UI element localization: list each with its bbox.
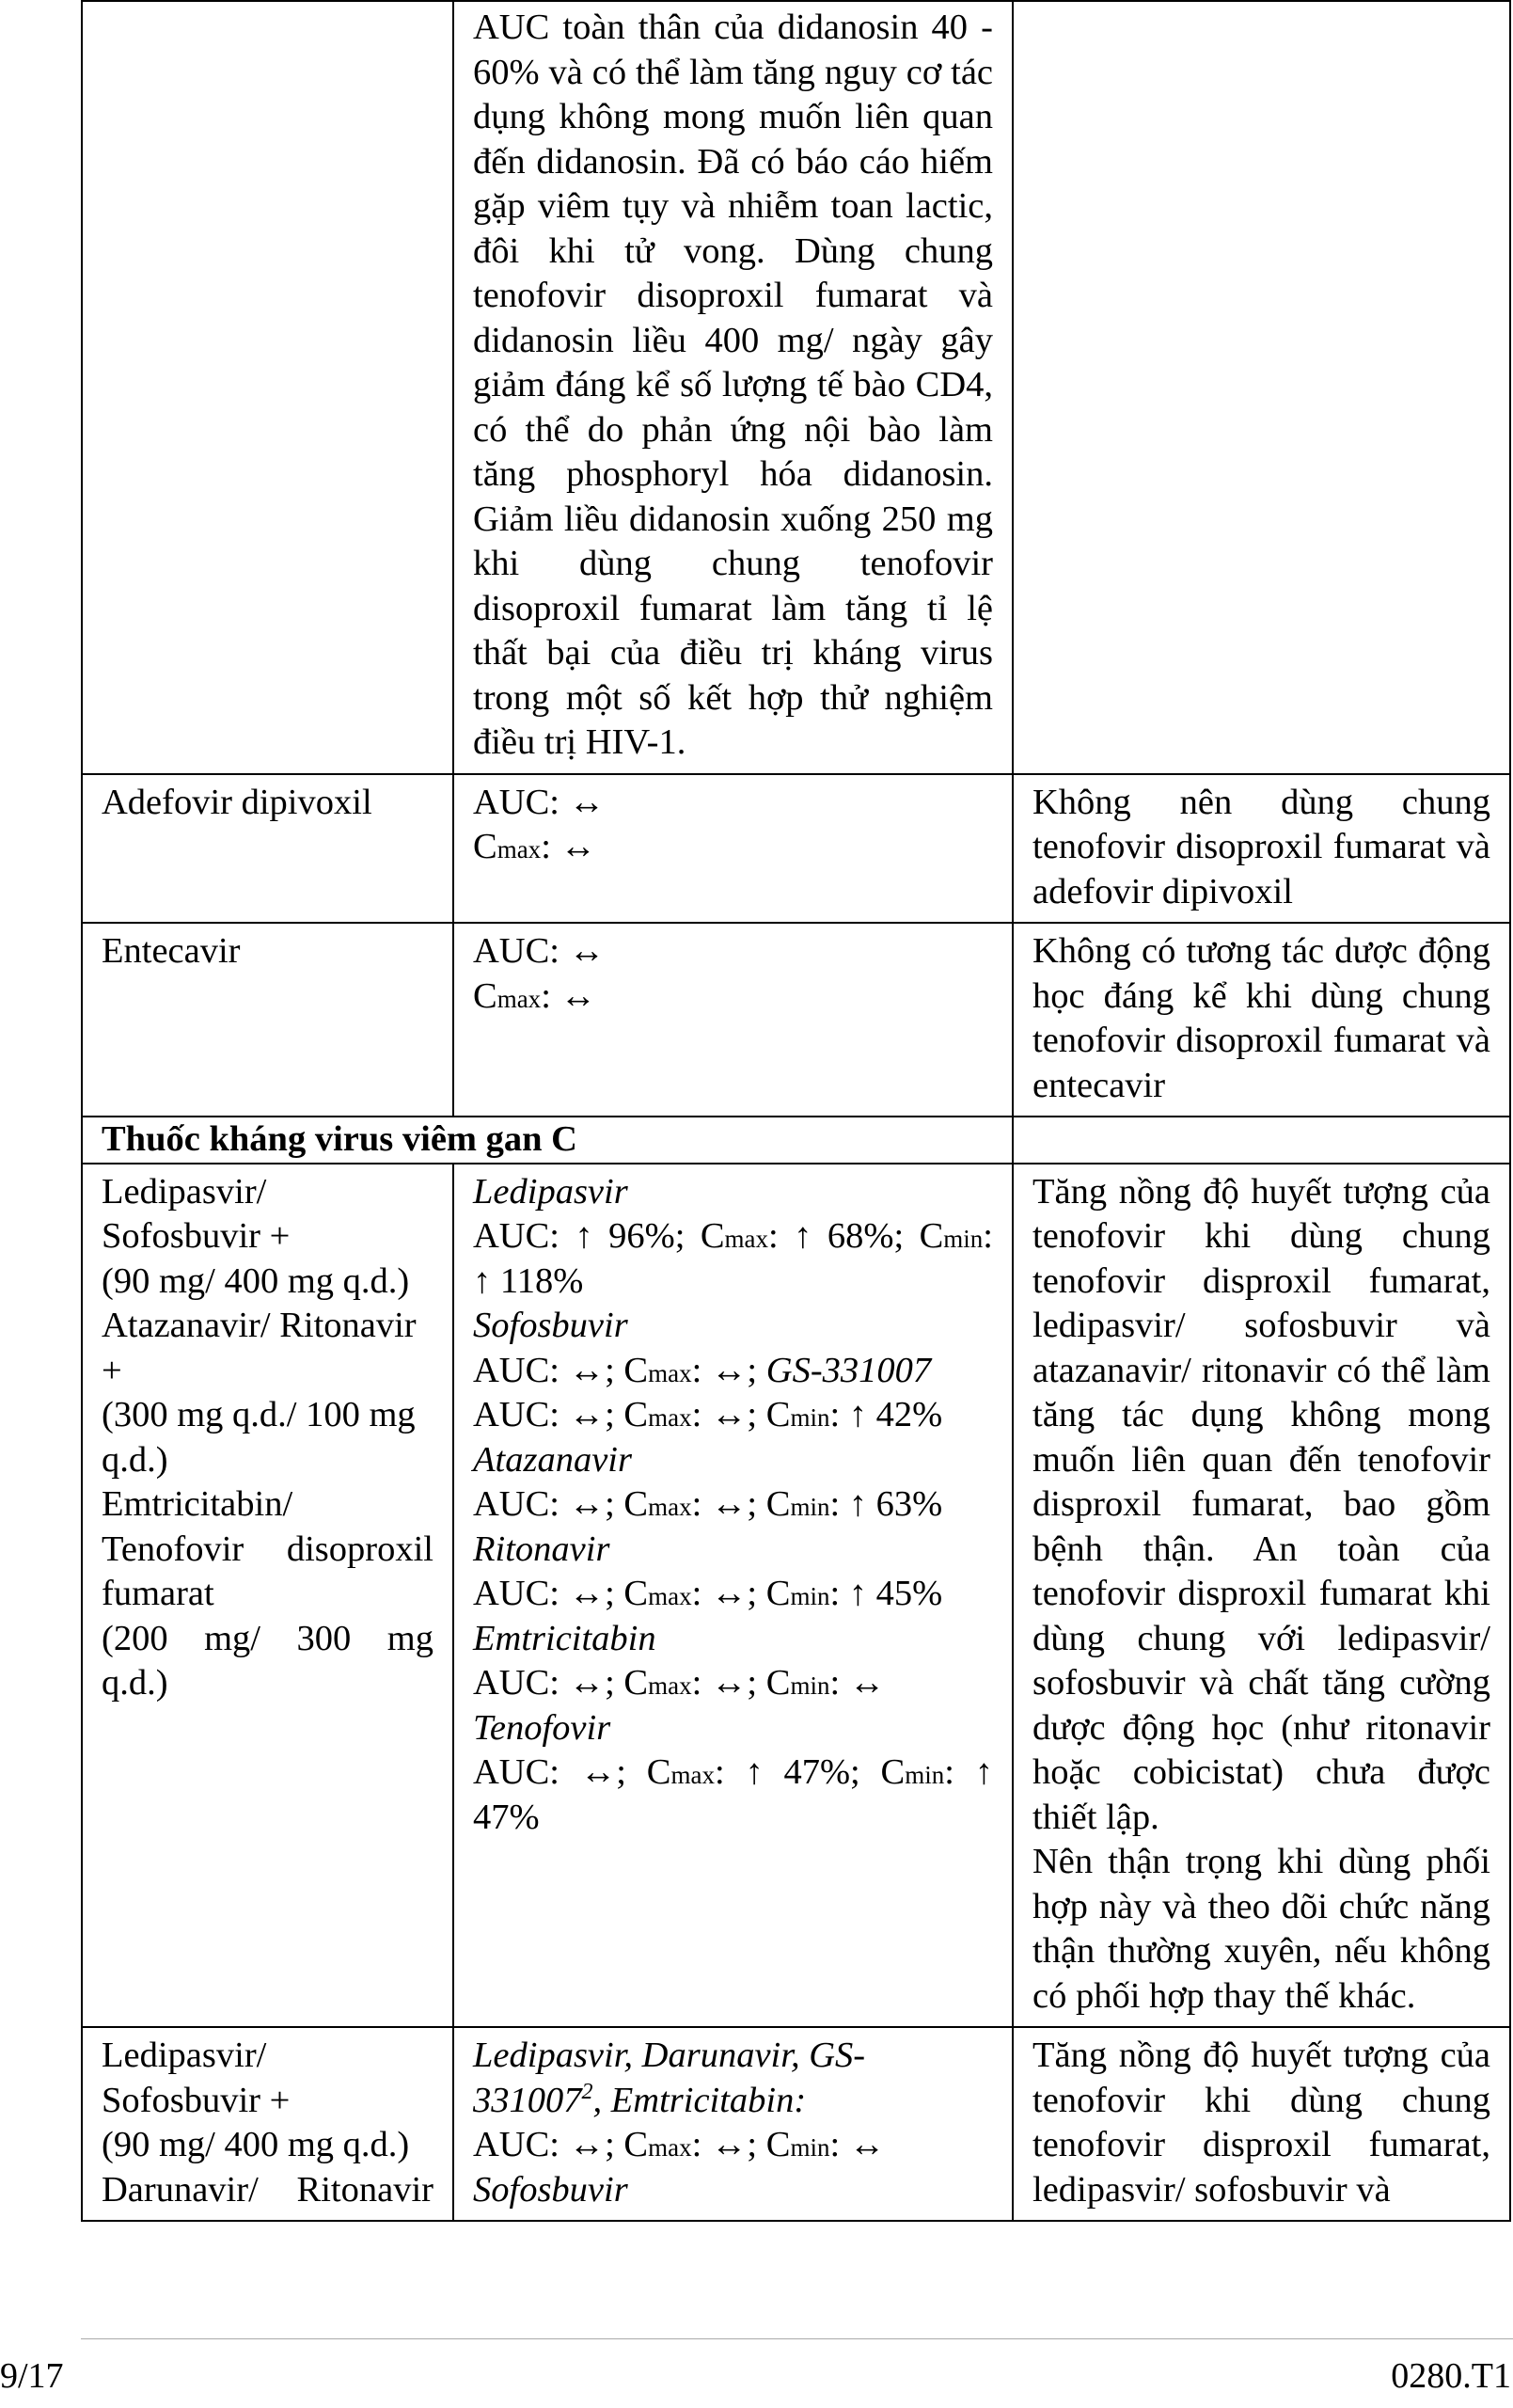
table-row (82, 923, 1510, 1117)
recommendation-cell: Không nên dùng chung tenofovir disoproxil fumarat và adefovir dipivoxil (1013, 774, 1510, 924)
document-code: 0280.T1 (1391, 2356, 1511, 2396)
effect-cell: Ledipasvir, Darunavir, GS-331007$^2$, Emtricitabin: AUC: ↔; Cmax: ↔; Cmin: ↔ Sofosbuvir (453, 2027, 1013, 2221)
interaction-table (81, 0, 1511, 2222)
effect-cell (453, 774, 1013, 924)
effect-cell: Ledipasvir AUC: ↑ 96%; Cmax: ↑ 68%; Cmin: ↑ 118% Sofosbuvir AUC: ↔; Cmax: ↔; GS-331007 AUC: ↔; Cmax: ↔; Cmin: ↑ 42% Atazanavir AUC: ↔; Cmax: ↔; Cmin: ↑ 63% Ritonavir AUC: ↔; Cmax: ↔; Cmin: ↑ 45% Emtricitabin AUC: ↔; Cmax: ↔; Cmin: ↔ Tenofovir AUC: ↔; Cmax: ↑ 47%; Cmin: ↑ 47% (453, 1164, 1013, 2028)
page-number: 9/17 (0, 2356, 64, 2396)
effect-cell (453, 923, 1013, 1117)
recommendation-cell: Tăng nồng độ huyết tượng của tenofovir khi dùng chung tenofovir disproxil fumarat, ledipasvir/ sofosbuvir và atazanavir/ ritonavir có thể làm tăng tác dụng không mong muốn liên quan đến tenofovir disproxil fumarat, bao gồm bệnh thận. An toàn của tenofovir disproxil fumarat khi dùng chung với ledipasvir/ sofosbuvir và chất tăng cường dược động học (như ritonavir hoặc cobicistat) chưa được thiết lập. Nên thận trọng khi dùng phối hợp này và theo dõi chức năng thận thường xuyên, nếu không có phối hợp thay thế khác. (1013, 1164, 1510, 2028)
table-row (82, 774, 1510, 924)
recommendation-cell: Tăng nồng độ huyết tượng của tenofovir khi dùng chung tenofovir disproxil fumarat, ledipasvir/ sofosbuvir và (1013, 2027, 1510, 2221)
drug-cell: Adefovir dipivoxil (82, 774, 453, 924)
recommendation-cell (1013, 1117, 1510, 1164)
drug-cell: Ledipasvir/ Sofosbuvir + (90 mg/ 400 mg q.d.) Atazanavir/ Ritonavir + (300 mg q.d./ 100 mg q.d.) Emtricitabin/ Tenofovir disoproxil fumarat (200 mg/ 300 mg q.d.) (82, 1164, 453, 2028)
drug-cell (82, 1, 453, 774)
section-row (82, 1117, 1510, 1164)
recommendation-cell: Không có tương tác dược động học đáng kể khi dùng chung tenofovir disoproxil fumarat và entecavir (1013, 923, 1510, 1117)
table-row (82, 2027, 1510, 2221)
drug-cell: Ledipasvir/ Sofosbuvir + (90 mg/ 400 mg q.d.) Darunavir/ Ritonavir (82, 2027, 453, 2221)
table-row (82, 1, 1510, 774)
auc-line: AUC: ↔ (473, 782, 606, 822)
footer-divider (81, 2338, 1513, 2339)
cmax-line: Cmax: ↔ (473, 827, 597, 866)
auc-line: AUC: ↔ (473, 931, 606, 971)
drug-cell: Entecavir (82, 923, 453, 1117)
effect-cell: AUC toàn thân của didanosin 40 - 60% và có thể làm tăng nguy cơ tác dụng không mong muốn liên quan đến didanosin. Đã có báo cáo hiếm gặp viêm tụy và nhiễm toan lactic, đôi khi tử vong. Dùng chung tenofovir disoproxil fumarat và didanosin liều 400 mg/ ngày gây giảm đáng kể số lượng tế bào CD4, có thể do phản ứng nội bào làm tăng phosphoryl hóa didanosin. Giảm liều didanosin xuống 250 mg khi dùng chung tenofovir disoproxil fumarat làm tăng tỉ lệ thất bại của điều trị kháng virus trong một số kết hợp thử nghiệm điều trị HIV-1. (453, 1, 1013, 774)
cmax-line: Cmax: ↔ (473, 975, 597, 1016)
section-heading: Thuốc kháng virus viêm gan C (82, 1117, 1013, 1164)
recommendation-cell (1013, 1, 1510, 774)
table-row (82, 1164, 1510, 2028)
